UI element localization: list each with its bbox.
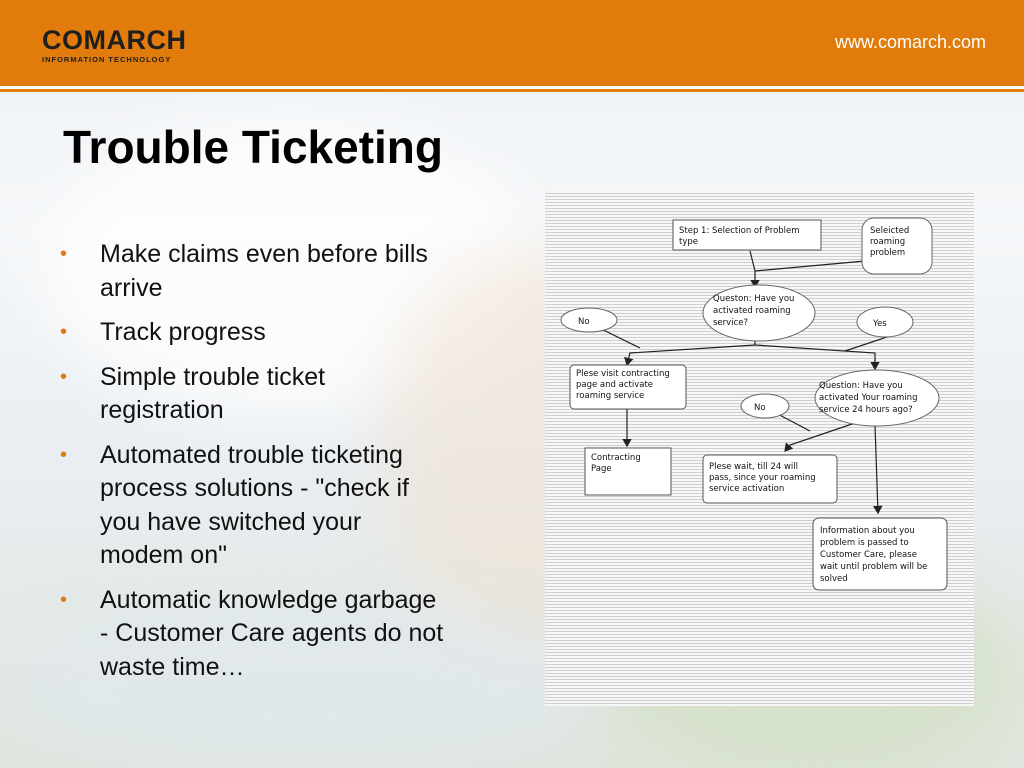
flow-answer-text: No [754, 403, 766, 413]
flow-step-text: wait until problem will be [820, 562, 928, 572]
bullet-text: Simple trouble ticket [100, 362, 326, 391]
flow-connector [750, 251, 865, 287]
flow-step-selection [673, 220, 821, 250]
flow-step-text: activated roaming [713, 306, 791, 316]
header-bar [0, 0, 1024, 86]
comarch-logo [42, 26, 187, 64]
flow-contracting-page [585, 448, 671, 495]
flow-step-text: Queston: Have you [713, 294, 795, 304]
bullet-icon: • [60, 321, 68, 343]
bullet-text: Automatic knowledge garbage [100, 585, 437, 614]
flow-connector [875, 425, 878, 513]
flow-step-text: roaming [870, 237, 906, 247]
bullet-item [60, 238, 500, 305]
flow-answer-yes [857, 307, 913, 337]
bullet-item [60, 361, 500, 428]
flow-step-text: solved [820, 574, 848, 584]
flow-step-text: problem [870, 248, 906, 258]
flow-step-text: Seleicted [870, 226, 910, 236]
flow-visit-contracting [570, 365, 686, 409]
website-url: www.comarch.com [834, 32, 986, 52]
bullet-text: you have switched your [100, 507, 362, 536]
bullet-item [60, 584, 500, 685]
logo-text: COMARCH [42, 25, 187, 55]
flow-step-text: Page [591, 464, 612, 474]
flow-step-text: service 24 hours ago? [819, 405, 913, 415]
flow-step-text: problem is passed to [820, 538, 909, 548]
flow-connector [785, 423, 855, 451]
flow-step-text: pass, since your roaming [709, 473, 816, 483]
flow-step-text: page and activate [576, 380, 654, 390]
flow-step-text: Question: Have you [819, 381, 903, 391]
bullet-icon: • [60, 588, 68, 611]
bullet-text: process solutions - "check if [100, 474, 409, 502]
flow-step-text: type [679, 237, 698, 247]
bullet-text: Make claims even before bills [100, 240, 428, 268]
bullet-icon: • [60, 443, 68, 466]
flowchart-svg [545, 193, 974, 706]
bullet-text: waste time… [100, 652, 245, 681]
bullet-text: Track progress [100, 318, 266, 346]
bullet-item [60, 439, 500, 573]
flow-connector [627, 339, 755, 365]
flow-step-text: Plese wait, till 24 will [709, 462, 799, 472]
flowchart-diagram [545, 193, 974, 706]
flow-step-text: Step 1: Selection of Problem [679, 226, 800, 236]
flow-step-text: Customer Care, please [820, 550, 917, 560]
flow-question-24h [815, 370, 939, 426]
flow-answer-text: Yes [873, 319, 887, 329]
bullet-text: modem on" [100, 541, 227, 569]
flow-step-text: Plese visit contracting [576, 369, 670, 379]
flow-step-text: service activation [709, 484, 785, 494]
flow-step-text: Information about you [820, 526, 915, 536]
bullet-text: - Customer Care agents do not [100, 619, 444, 647]
bullet-text: Automated trouble ticketing [100, 440, 403, 469]
flow-step-text: roaming service [576, 391, 645, 401]
bullet-text: arrive [100, 273, 163, 302]
flow-answer-text: No [578, 317, 590, 327]
bullet-item [60, 316, 500, 350]
bullet-list [60, 238, 500, 695]
flow-selected-problem [862, 218, 932, 274]
flow-step-text: Contracting [591, 453, 641, 463]
flow-answer-no [741, 394, 789, 418]
bullet-icon: • [60, 365, 68, 388]
flow-step-text: activated Your roaming [819, 393, 918, 403]
bullet-text: registration [100, 396, 224, 424]
bullet-icon: • [60, 243, 68, 265]
flow-info-customer-care [813, 518, 947, 590]
flow-connector [755, 345, 875, 369]
logo-subtitle: INFORMATION TECHNOLOGY [42, 55, 172, 64]
flow-connector [845, 336, 890, 351]
flow-wait-message [703, 455, 837, 503]
flow-answer-no [561, 308, 617, 332]
slide-title: Trouble Ticketing [63, 121, 443, 173]
flow-step-text: service? [713, 318, 748, 328]
flow-question-roaming [703, 285, 815, 341]
header-divider-orange [0, 89, 1024, 92]
